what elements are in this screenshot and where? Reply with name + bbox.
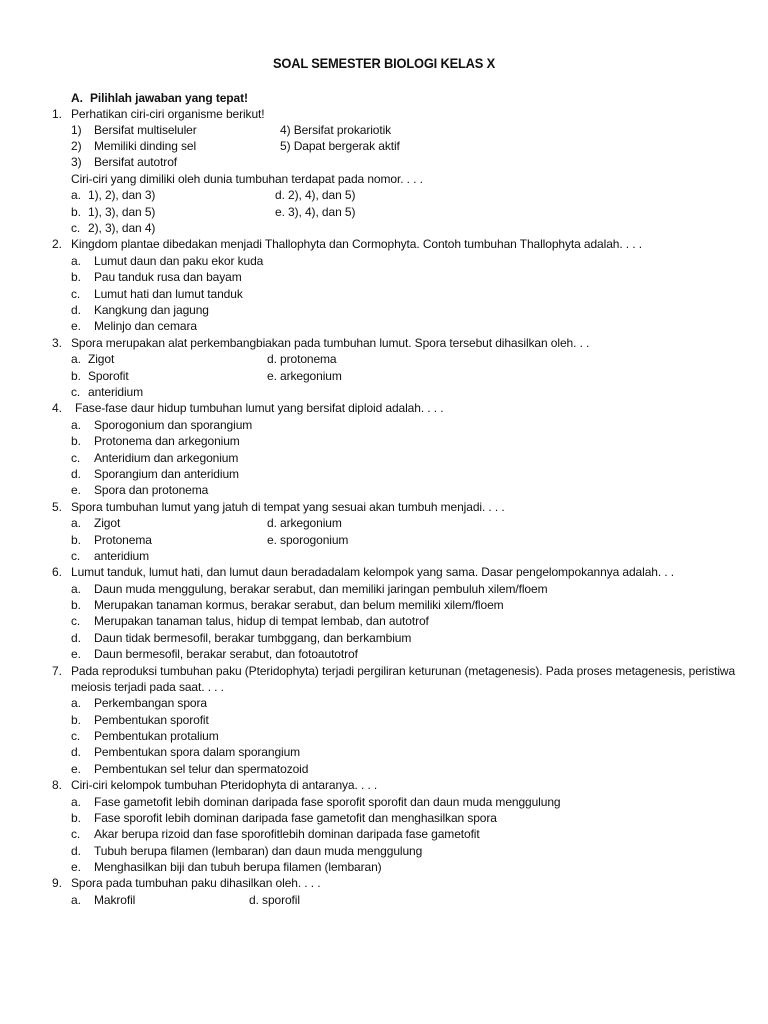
section-letter: A. bbox=[71, 91, 83, 105]
option-text: Pembentukan protalium bbox=[94, 729, 219, 743]
option-text: Lumut hati dan lumut tanduk bbox=[94, 287, 243, 301]
option-text: Pembentukan sporofit bbox=[94, 713, 209, 727]
option-letter: e. bbox=[71, 762, 81, 776]
option-text: Pau tanduk rusa dan bayam bbox=[94, 270, 242, 284]
option-letter: b. bbox=[71, 598, 81, 612]
option-letter: c. bbox=[71, 614, 81, 628]
option-text: Tubuh berupa filamen (lembaran) dan daun muda menggulung bbox=[94, 844, 423, 858]
question-text-continued: meiosis terjadi pada saat. . . . bbox=[71, 680, 224, 694]
question-text: Ciri-ciri yang dimiliki oleh dunia tumbuhan terdapat pada nomor. . . . bbox=[71, 172, 423, 186]
question-number: 1. bbox=[52, 107, 62, 121]
question-text: Ciri-ciri kelompok tumbuhan Pteridophyta di antaranya. . . . bbox=[71, 778, 378, 792]
list-item: Bersifat multiseluler bbox=[94, 123, 197, 137]
option-letter: e. bbox=[71, 319, 81, 333]
option-text: Fase gametofit lebih dominan daripada fase sporofit sporofit dan daun muda menggulung bbox=[94, 795, 561, 809]
list-item: 4) Bersifat prokariotik bbox=[280, 123, 392, 137]
option-text: Perkembangan spora bbox=[94, 696, 207, 710]
list-item: 5) Dapat bergerak aktif bbox=[280, 139, 400, 153]
option-text: Sporofit bbox=[88, 369, 129, 383]
option-letter: c. bbox=[71, 221, 81, 235]
option-letter: a. bbox=[71, 352, 81, 366]
option-letter: b. bbox=[71, 713, 81, 727]
option-letter: b. bbox=[71, 533, 81, 547]
list-item-number: 1) bbox=[71, 123, 82, 137]
option-letter: b. bbox=[71, 434, 81, 448]
option-text: e. sporogonium bbox=[267, 533, 349, 547]
option-letter: e. bbox=[71, 647, 81, 661]
option-text: Daun muda menggulung, berakar serabut, dan memiliki jaringan pembuluh xilem/floem bbox=[94, 582, 548, 596]
question-number: 3. bbox=[52, 336, 62, 350]
option-text: 1), 3), dan 5) bbox=[88, 205, 156, 219]
option-text: Lumut daun dan paku ekor kuda bbox=[94, 254, 264, 268]
option-letter: d. bbox=[71, 467, 81, 481]
question-number: 7. bbox=[52, 664, 62, 678]
option-letter: a. bbox=[71, 582, 81, 596]
question-text: Pada reproduksi tumbuhan paku (Pteridophyta) terjadi pergiliran keturunan (metagenesis). Pada proses metagenesis, peristiwa bbox=[71, 664, 736, 678]
option-letter: a. bbox=[71, 418, 81, 432]
option-text: Anteridium dan arkegonium bbox=[94, 451, 239, 465]
question-number: 9. bbox=[52, 876, 62, 890]
option-text: Zigot bbox=[94, 516, 121, 530]
option-letter: d. bbox=[71, 745, 81, 759]
option-text: Melinjo dan cemara bbox=[94, 319, 197, 333]
option-text: Zigot bbox=[88, 352, 115, 366]
option-letter: c. bbox=[71, 451, 81, 465]
option-text: Fase sporofit lebih dominan daripada fase gametofit dan menghasilkan spora bbox=[94, 811, 497, 825]
option-text: 1), 2), dan 3) bbox=[88, 188, 156, 202]
question-text: Lumut tanduk, lumut hati, dan lumut daun beradadalam kelompok yang sama. Dasar pengelompokannya adalah. . . bbox=[71, 565, 675, 579]
option-text: Protonema bbox=[94, 533, 152, 547]
option-text: d. sporofil bbox=[249, 893, 300, 907]
option-letter: c. bbox=[71, 549, 81, 563]
option-text: d. arkegonium bbox=[267, 516, 342, 530]
option-letter: e. bbox=[71, 860, 81, 874]
option-text: anteridium bbox=[88, 385, 144, 399]
question-text: Spora merupakan alat perkembangbiakan pada tumbuhan lumut. Spora tersebut dihasilkan oleh. . . bbox=[71, 336, 590, 350]
section-instruction: Pilihlah jawaban yang tepat! bbox=[90, 91, 248, 105]
question-number: 8. bbox=[52, 778, 62, 792]
option-letter: c. bbox=[71, 287, 81, 301]
option-letter: d. bbox=[71, 631, 81, 645]
option-text: e. arkegonium bbox=[267, 369, 342, 383]
option-text: anteridium bbox=[94, 549, 150, 563]
option-text: Daun bermesofil, berakar serabut, dan fotoautotrof bbox=[94, 647, 358, 661]
option-letter: d. bbox=[71, 844, 81, 858]
list-item-number: 3) bbox=[71, 155, 82, 169]
option-letter: b. bbox=[71, 270, 81, 284]
option-letter: d. bbox=[71, 303, 81, 317]
question-text: Kingdom plantae dibedakan menjadi Thallophyta dan Cormophyta. Contoh tumbuhan Thallophyta adalah. . . . bbox=[71, 237, 642, 251]
option-text: Spora dan protonema bbox=[94, 483, 209, 497]
option-letter: b. bbox=[71, 369, 81, 383]
option-letter: a. bbox=[71, 696, 81, 710]
option-letter: a. bbox=[71, 516, 81, 530]
option-text: 2), 3), dan 4) bbox=[88, 221, 156, 235]
option-text: Protonema dan arkegonium bbox=[94, 434, 240, 448]
option-letter: b. bbox=[71, 811, 81, 825]
option-letter: c. bbox=[71, 827, 81, 841]
option-letter: b. bbox=[71, 205, 81, 219]
option-text: d. 2), 4), dan 5) bbox=[275, 188, 356, 202]
option-letter: a. bbox=[71, 254, 81, 268]
question-number: 2. bbox=[52, 237, 62, 251]
option-text: Kangkung dan jagung bbox=[94, 303, 209, 317]
option-letter: a. bbox=[71, 893, 81, 907]
question-number: 4. bbox=[52, 401, 62, 415]
page-title: SOAL SEMESTER BIOLOGI KELAS X bbox=[272, 55, 496, 71]
option-text: d. protonema bbox=[267, 352, 337, 366]
question-text: Perhatikan ciri-ciri organisme berikut! bbox=[71, 107, 265, 121]
option-letter: a. bbox=[71, 188, 81, 202]
question-text: Fase-fase daur hidup tumbuhan lumut yang bersifat diploid adalah. . . . bbox=[75, 401, 444, 415]
question-text: Spora tumbuhan lumut yang jatuh di tempat yang sesuai akan tumbuh menjadi. . . . bbox=[71, 500, 505, 514]
option-text: Sporogonium dan sporangium bbox=[94, 418, 253, 432]
option-text: Menghasilkan biji dan tubuh berupa filamen (lembaran) bbox=[94, 860, 382, 874]
option-letter: c. bbox=[71, 729, 81, 743]
question-number: 5. bbox=[52, 500, 62, 514]
option-letter: c. bbox=[71, 385, 81, 399]
option-text: e. 3), 4), dan 5) bbox=[275, 205, 356, 219]
option-text: Merupakan tanaman talus, hidup di tempat lembab, dan autotrof bbox=[94, 614, 429, 628]
list-item-number: 2) bbox=[71, 139, 82, 153]
question-number: 6. bbox=[52, 565, 62, 579]
option-text: Sporangium dan anteridium bbox=[94, 467, 239, 481]
option-text: Daun tidak bermesofil, berakar tumbggang, dan berkambium bbox=[94, 631, 412, 645]
option-letter: a. bbox=[71, 795, 81, 809]
option-letter: e. bbox=[71, 483, 81, 497]
option-text: Akar berupa rizoid dan fase sporofitlebih dominan daripada fase gametofit bbox=[94, 827, 480, 841]
option-text: Pembentukan spora dalam sporangium bbox=[94, 745, 301, 759]
option-text: Makrofil bbox=[94, 893, 136, 907]
list-item: Memiliki dinding sel bbox=[94, 139, 197, 153]
option-text: Merupakan tanaman kormus, berakar serabut, dan belum memiliki xilem/floem bbox=[94, 598, 504, 612]
list-item: Bersifat autotrof bbox=[94, 155, 178, 169]
question-text: Spora pada tumbuhan paku dihasilkan oleh. . . . bbox=[71, 876, 321, 890]
option-text: Pembentukan sel telur dan spermatozoid bbox=[94, 762, 309, 776]
